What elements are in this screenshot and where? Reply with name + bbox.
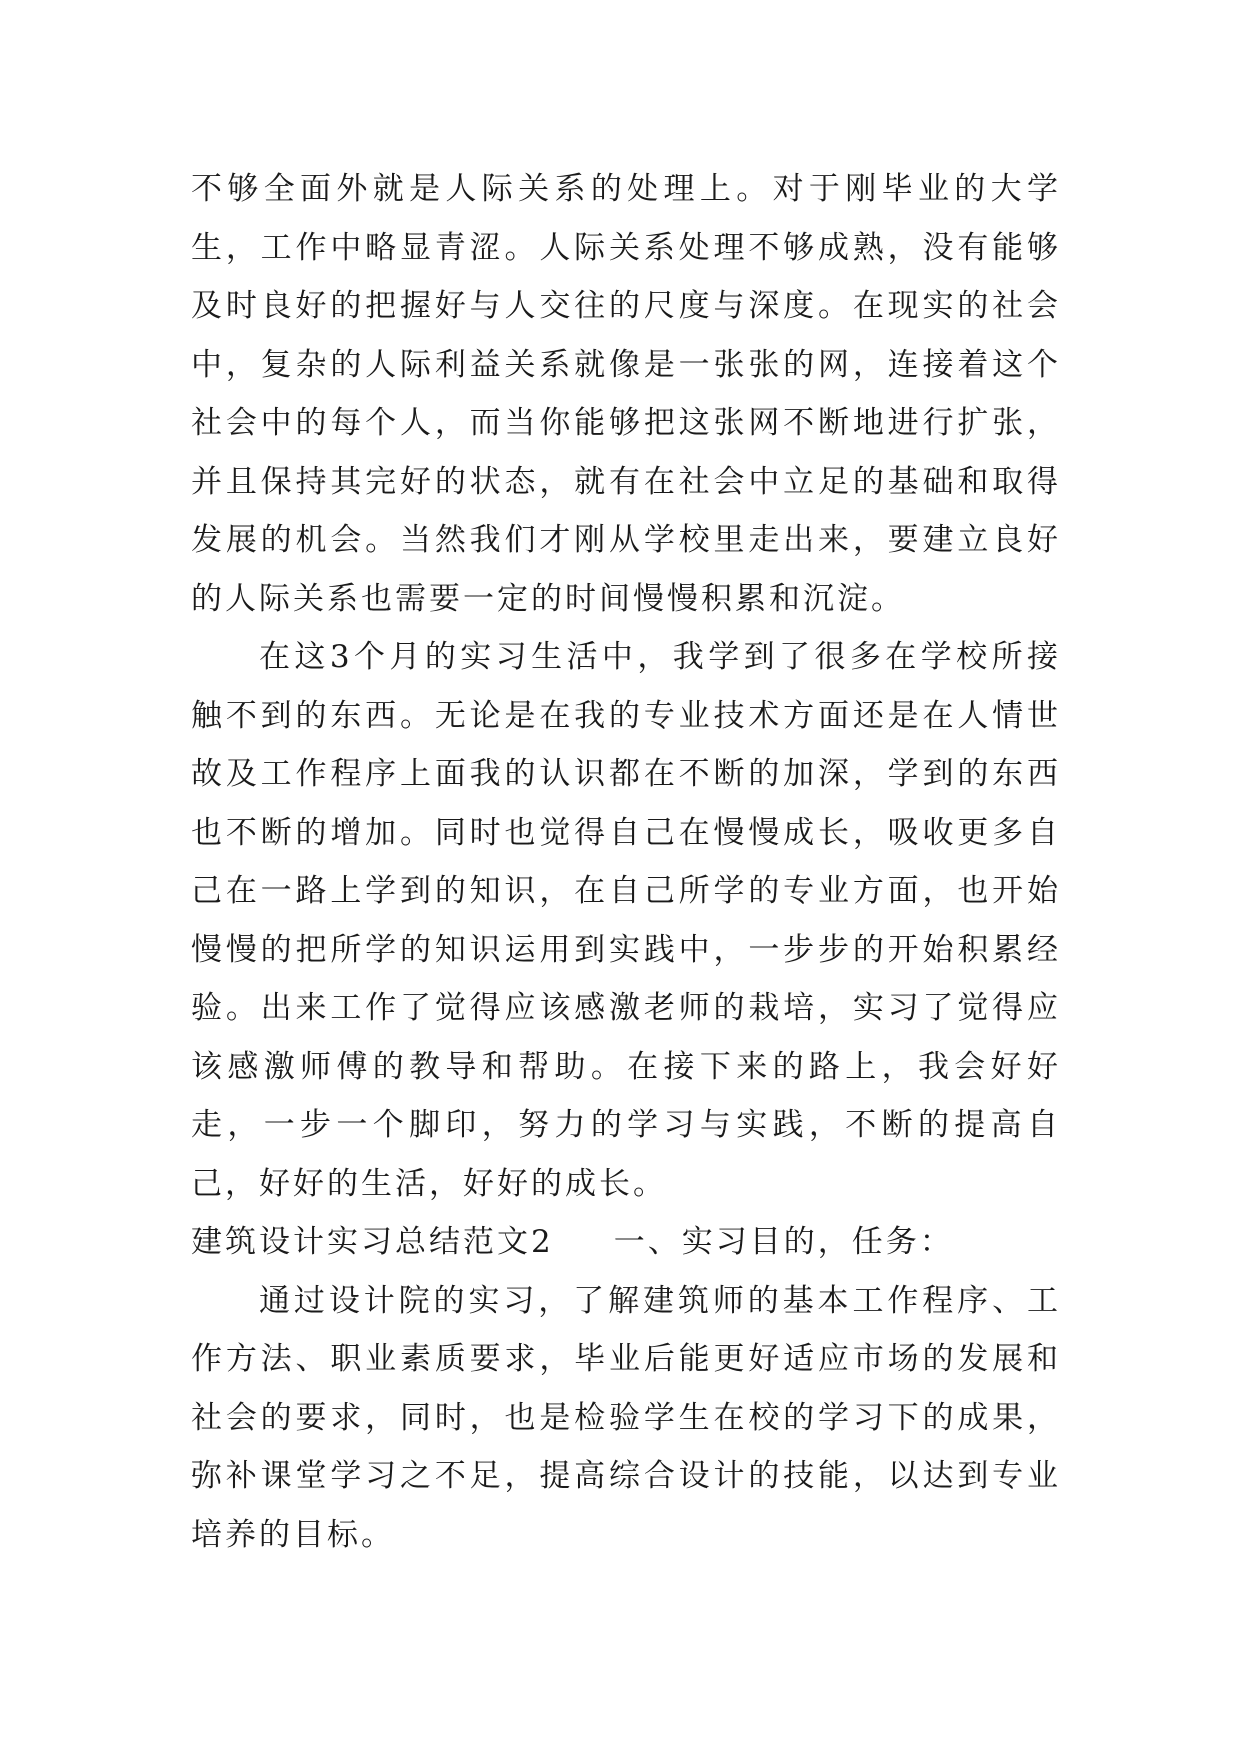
section-heading [191,1213,1061,1272]
paragraph-internship-gains: 在这3个月的实习生活中，我学到了很多在学校所接触不到的东西。无论是在我的专业技术方面还是在人情世故及工作程序上面我的认识都在不断的加深，学到的东西也不断的增加。同时也觉得自己在慢慢成长，吸收更多自己在一路上学到的知识，在自己所学的专业方面，也开始慢慢的把所学的知识运用到实践中，一步步的开始积累经验。出来工作了觉得应该感激老师的栽培，实习了觉得应该感激师傅的教导和帮助。在接下来的路上，我会好好走，一步一个脚印，努力的学习与实践，不断的提高自己，好好的生活，好好的成长。 [191,639,1061,1202]
paragraph-internship-purpose: 通过设计院的实习，了解建筑师的基本工作程序、工作方法、职业素质要求，毕业后能更好适应市场的发展和社会的要求，同时，也是检验学生在校的学习下的成果，弥补课堂学习之不足，提高综合设计的技能，以达到专业培养的目标。 [191,1282,1061,1553]
document-body [191,160,1061,1564]
heading-title: 建筑设计实习总结范文2 [191,1224,554,1260]
paragraph-interpersonal-relations: 不够全面外就是人际关系的处理上。对于刚毕业的大学生，工作中略显青涩。人际关系处理不够成熟，没有能够及时良好的把握好与人交往的尺度与深度。在现实的社会中，复杂的人际利益关系就像是一张张的网，连接着这个社会中的每个人，而当你能够把这张网不断地进行扩张，并且保持其完好的状态，就有在社会中立足的基础和取得发展的机会。当然我们才刚从学校里走出来，要建立良好的人际关系也需要一定的时间慢慢积累和沉淀。 [191,171,1061,617]
heading-section: 一、实习目的，任务： [613,1224,954,1260]
